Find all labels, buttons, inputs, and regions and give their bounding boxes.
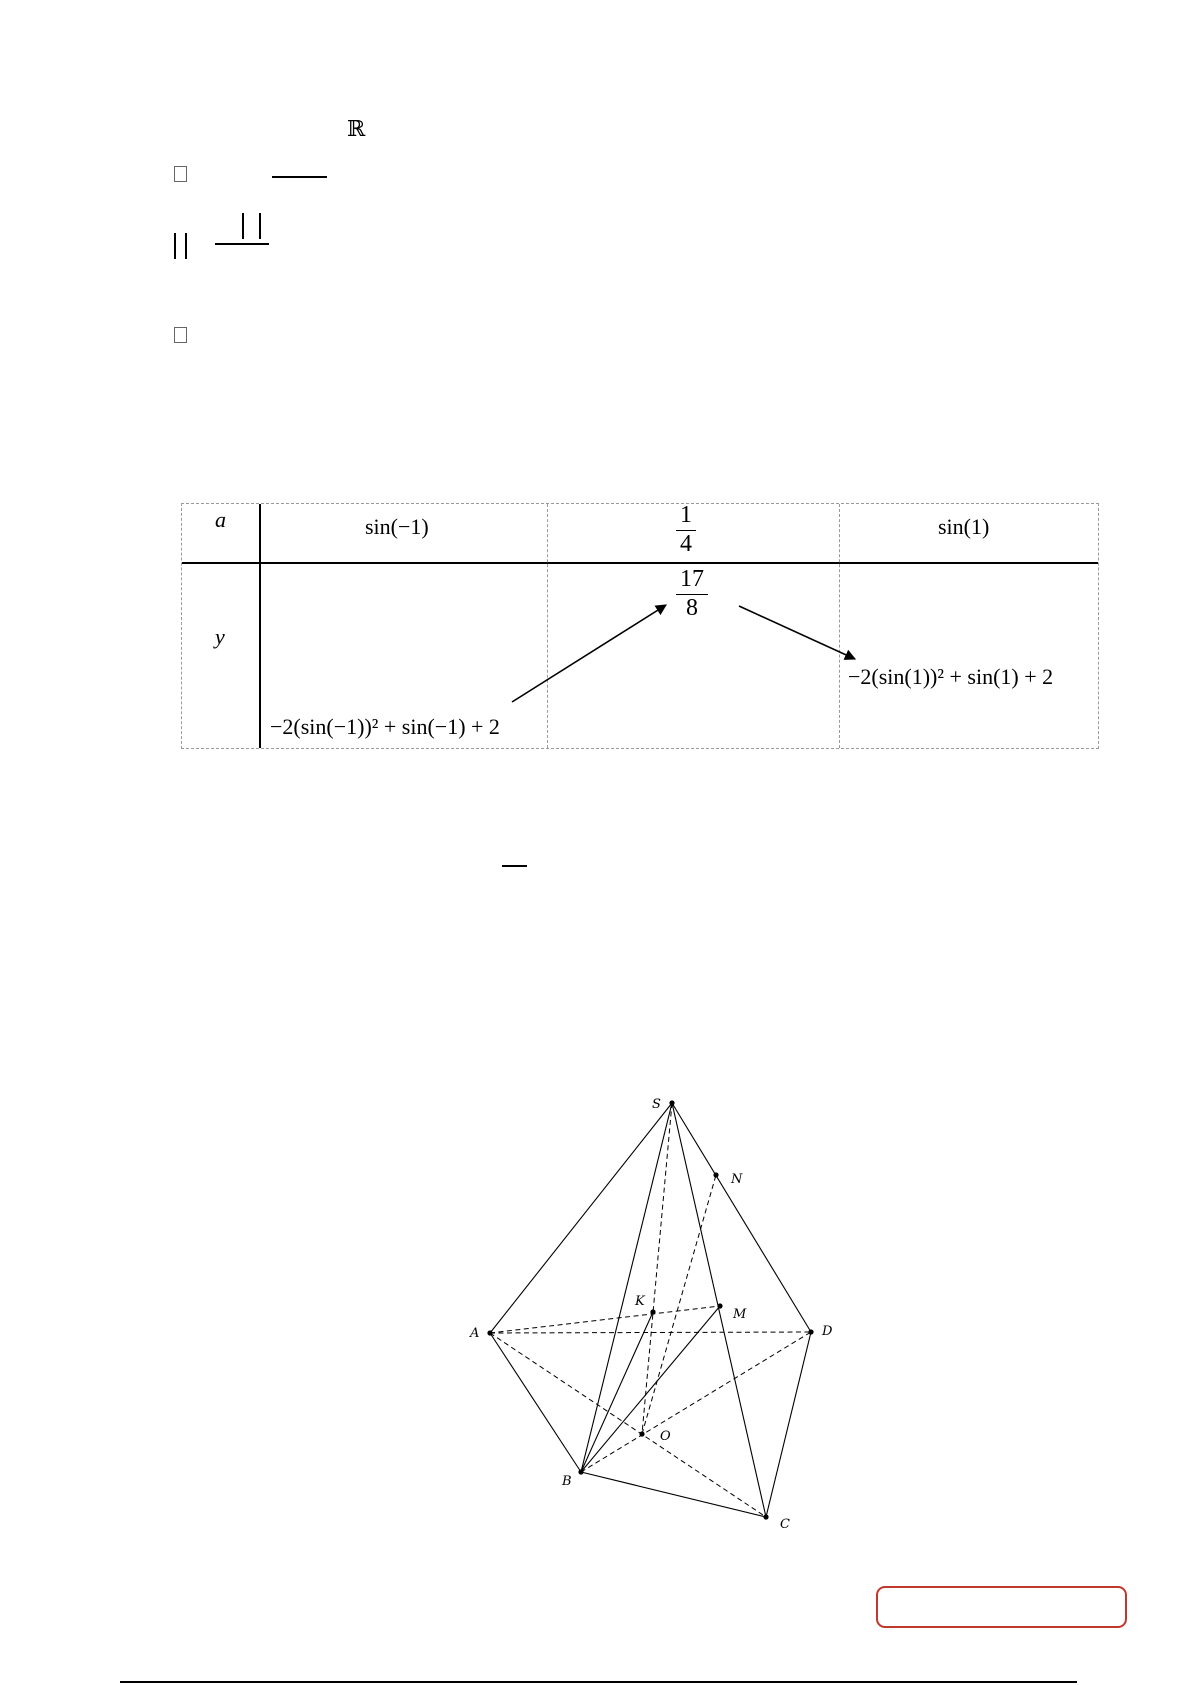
label-M: M	[733, 1307, 747, 1322]
edge-AM	[490, 1306, 720, 1333]
edge-SD	[672, 1103, 811, 1332]
edge-AC	[490, 1333, 766, 1517]
label-A: A	[470, 1326, 480, 1341]
edge-BC	[581, 1472, 766, 1517]
edge-CD	[766, 1332, 811, 1517]
abs-bar-top-right	[259, 213, 261, 239]
edge-BM	[581, 1306, 720, 1472]
fraction-bar-2	[215, 243, 269, 245]
abs-bar-top-left	[242, 213, 244, 239]
point-N	[713, 1172, 718, 1177]
point-M	[717, 1303, 722, 1308]
label-K: K	[635, 1294, 645, 1309]
row-label-y: y	[215, 624, 225, 649]
missing-glyph-box-1	[174, 166, 187, 182]
point-K	[650, 1309, 655, 1314]
edge-SA	[490, 1103, 672, 1333]
edge-BK	[581, 1312, 653, 1472]
variation-arrows	[182, 504, 1100, 750]
right-end-value: −2(sin(1))² + sin(1) + 2	[848, 664, 1054, 689]
footer-rule	[120, 1681, 1077, 1683]
label-O: O	[660, 1429, 671, 1444]
edge-SB	[581, 1103, 672, 1472]
edge-SC	[672, 1103, 766, 1517]
edge-AD	[490, 1332, 811, 1333]
point-S	[669, 1100, 674, 1105]
label-N: N	[731, 1172, 743, 1187]
header-one-quarter: $\frac{1}{4}$	[676, 502, 696, 558]
row-label-a: a	[215, 507, 226, 532]
point-A	[487, 1330, 492, 1335]
edge-SO	[642, 1103, 672, 1434]
label-C: C	[780, 1517, 790, 1532]
left-end-value: −2(sin(−1))² + sin(−1) + 2	[270, 714, 500, 739]
label-B: B	[562, 1474, 572, 1489]
increasing-arrow	[512, 605, 666, 702]
abs-bar-bottom-right	[185, 233, 187, 259]
point-D	[808, 1329, 813, 1334]
variation-table	[181, 503, 1099, 749]
max-value-17-over-8: $\frac{17}{8}$	[676, 566, 708, 622]
missing-glyph-box-2	[174, 327, 187, 343]
header-sin-minus-1: sin(−1)	[365, 514, 429, 539]
decreasing-arrow	[739, 606, 855, 659]
edge-BD	[581, 1332, 811, 1472]
label-D: D	[822, 1324, 833, 1339]
header-sin-1: sin(1)	[938, 514, 990, 539]
point-O	[639, 1431, 644, 1436]
label-S: S	[652, 1097, 661, 1112]
fraction-bar-3	[502, 865, 527, 867]
point-C	[763, 1514, 768, 1519]
point-B	[578, 1469, 583, 1474]
edge-ON	[642, 1175, 716, 1434]
abs-bar-bottom-left	[174, 233, 176, 259]
reals-symbol: ℝ	[347, 116, 366, 141]
footer-badge	[876, 1586, 1127, 1628]
edge-AB	[490, 1333, 581, 1472]
fraction-bar-1	[272, 176, 327, 178]
